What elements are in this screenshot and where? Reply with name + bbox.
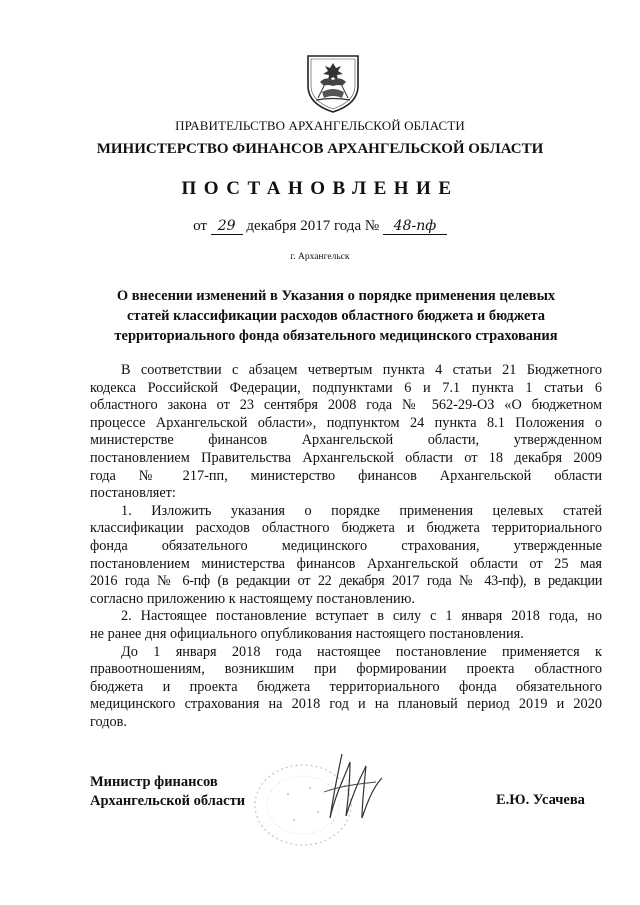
body-line: годов. (90, 713, 127, 730)
document-number: 48-пф (383, 218, 447, 235)
body-line: медицинского страхования на 2018 год и на плановый период 2019 и 2020 (90, 696, 602, 713)
body-line: согласно приложению к настоящему постановлению. (90, 590, 415, 607)
body-line: не ранее дня официального опубликования настоящего постановления. (90, 625, 524, 642)
paragraph-item-2 (90, 608, 602, 643)
body-line: 2016 года № 6-пф (в редакции от 22 декабря 2017 года № 43-пф), в редакции (90, 573, 602, 590)
document-body (90, 362, 602, 731)
body-line: постановлением Правительства Архангельской области от 18 декабря 2009 (90, 449, 602, 466)
paragraph-transition (90, 644, 602, 732)
body-line: министерстве финансов Архангельской области, утвержденном (90, 432, 602, 449)
body-line: областного закона от 23 сентября 2008 года № 562-29-ОЗ «О бюджетном (90, 397, 602, 414)
city-label: г. Архангельск (290, 252, 350, 262)
title-line: статей классификации расходов областного бюджета и бюджета (126, 308, 546, 324)
signatory-title (90, 773, 245, 811)
document-type: ПОСТАНОВЛЕНИЕ (181, 178, 459, 199)
body-line: До 1 января 2018 года настоящее постановление применяется к (121, 643, 602, 660)
ministry-name: МИНИСТЕРСТВО ФИНАНСОВ АРХАНГЕЛЬСКОЙ ОБЛАСТИ (96, 141, 544, 157)
body-line: 2. Настоящее постановление вступает в силу с 1 января 2018 года, но (121, 608, 602, 625)
body-line: года № 217-пп, министерство финансов Архангельской области (90, 467, 602, 484)
document-title (96, 286, 576, 346)
date-day: 29 (211, 218, 243, 235)
body-line: постановляет: (90, 485, 176, 502)
paragraph-item-1 (90, 503, 602, 609)
date-prefix: от (193, 218, 207, 234)
signatory-title-line: Архангельской области (90, 793, 246, 809)
body-line: фонда обязательного медицинского страхования, утвержденные (90, 537, 602, 554)
coat-of-arms-icon (302, 52, 364, 114)
body-line: процессе Архангельской области», подпунктом 24 пункта 8.1 Положения о (90, 414, 602, 431)
signatory-title-line: Министр финансов (90, 774, 218, 790)
body-line: классификации расходов областного бюджета и бюджета территориального (90, 520, 602, 537)
document-date-line (0, 218, 640, 235)
title-line: территориального фонда обязательного медицинского страхования (114, 328, 558, 344)
body-line: постановлением министерства финансов Архангельской области от 25 мая (90, 555, 602, 572)
title-line: О внесении изменений в Указания о порядке применения целевых (116, 288, 556, 304)
date-rest: декабря 2017 года № (246, 218, 380, 234)
signatory-name: Е.Ю. Усачева (496, 792, 585, 808)
government-name: ПРАВИТЕЛЬСТВО АРХАНГЕЛЬСКОЙ ОБЛАСТИ (175, 118, 465, 133)
body-line: 1. Изложить указания о порядке применения целевых статей (121, 502, 602, 519)
body-line: В соответствии с абзацем четвертым пункта 4 статьи 21 Бюджетного (121, 362, 602, 378)
handwritten-signature (316, 752, 396, 824)
paragraph-preamble (90, 362, 602, 503)
body-line: кодекса Российской Федерации, подпунктами 6 и 7.1 пункта 1 статьи 6 (90, 379, 602, 396)
body-line: бюджета и проекта бюджета территориального фонда обязательного (90, 678, 602, 695)
body-line: правоотношениям, возникшим при формировании проекта областного (90, 661, 602, 678)
